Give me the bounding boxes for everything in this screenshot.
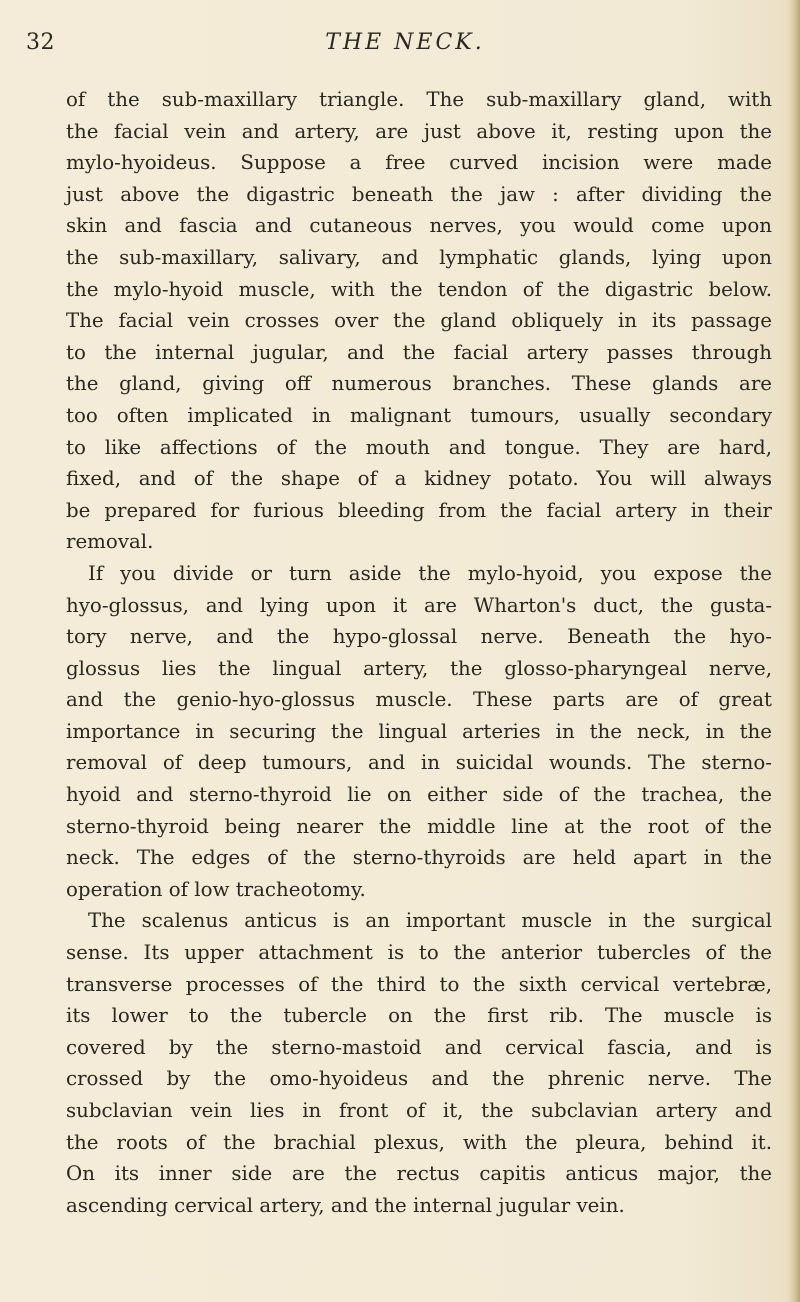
text-line: the sub-maxillary, salivary, and lymphatic glands, lying upon	[66, 245, 772, 269]
text-line: importance in securing the lingual arteries in the neck, in the	[66, 719, 772, 743]
page-number: 32	[26, 30, 55, 55]
text-line: tory nerve, and the hypo-glossal nerve. Beneath the hyo-	[66, 625, 772, 649]
text-line: neck. The edges of the sterno-thyroids are held apart in the	[66, 846, 772, 870]
text-line: The scalenus anticus is an important muscle in the surgical	[88, 909, 772, 933]
text-line: covered by the sterno-mastoid and cervical fascia, and is	[66, 1035, 772, 1059]
text-line: sense. Its upper attachment is to the anterior tubercles of the	[66, 941, 772, 965]
text-line: the gland, giving off numerous branches. These glands are	[66, 372, 772, 396]
page-edge-shadow	[788, 0, 800, 1302]
text-line: transverse processes of the third to the sixth cervical vertebræ,	[66, 972, 772, 996]
text-line: of the sub-maxillary triangle. The sub-maxillary gland, with	[66, 88, 772, 111]
text-line: skin and fascia and cutaneous nerves, you would come upon	[66, 214, 772, 238]
text-line: removal of deep tumours, and in suicidal wounds. The sterno-	[66, 751, 772, 775]
text-line: its lower to the tubercle on the first rib. The muscle is	[66, 1004, 772, 1028]
text-line: If you divide or turn aside the mylo-hyoid, you expose the	[88, 561, 772, 585]
text-line: The facial vein crosses over the gland obliquely in its passage	[66, 309, 772, 333]
text-line: the mylo-hyoid muscle, with the tendon of the digastric below.	[66, 277, 772, 301]
text-line: On its inner side are the rectus capitis anticus major, the	[66, 1162, 772, 1186]
text-line: subclavian vein lies in front of it, the subclavian artery and	[66, 1099, 772, 1122]
text-line: hyoid and sterno-thyroid lie on either side of the trachea, the	[66, 783, 772, 807]
text-line: and the genio-hyo-glossus muscle. These parts are of great	[66, 688, 772, 712]
text-line: too often implicated in malignant tumours, usually secondary	[66, 403, 772, 427]
text-line: mylo-hyoideus. Suppose a free curved incision were made	[66, 151, 772, 175]
text-line: crossed by the omo-hyoideus and the phrenic nerve. The	[66, 1067, 772, 1091]
running-head: THE NECK.	[325, 30, 485, 55]
text-line: operation of low tracheotomy.	[66, 877, 366, 901]
text-line: be prepared for furious bleeding from the facial artery in their	[66, 498, 772, 522]
text-line: the facial vein and artery, are just above it, resting upon the	[66, 119, 772, 143]
page-header	[0, 30, 800, 70]
text-line: the roots of the brachial plexus, with the pleura, behind it.	[66, 1130, 772, 1154]
text-line: to like affections of the mouth and tongue. They are hard,	[66, 435, 772, 459]
body-text	[66, 84, 772, 1221]
text-line: fixed, and of the shape of a kidney potato. You will always	[66, 467, 772, 491]
text-line: hyo-glossus, and lying upon it are Wharton's duct, the gusta-	[66, 593, 772, 617]
text-line: sterno-thyroid being nearer the middle line at the root of the	[66, 814, 772, 838]
text-line: removal.	[66, 530, 154, 554]
text-line: just above the digastric beneath the jaw : after dividing the	[66, 182, 772, 206]
text-line: glossus lies the lingual artery, the glosso-pharyngeal nerve,	[66, 656, 772, 680]
text-line: ascending cervical artery, and the internal jugular vein.	[66, 1193, 625, 1217]
text-line: to the internal jugular, and the facial artery passes through	[66, 340, 772, 364]
